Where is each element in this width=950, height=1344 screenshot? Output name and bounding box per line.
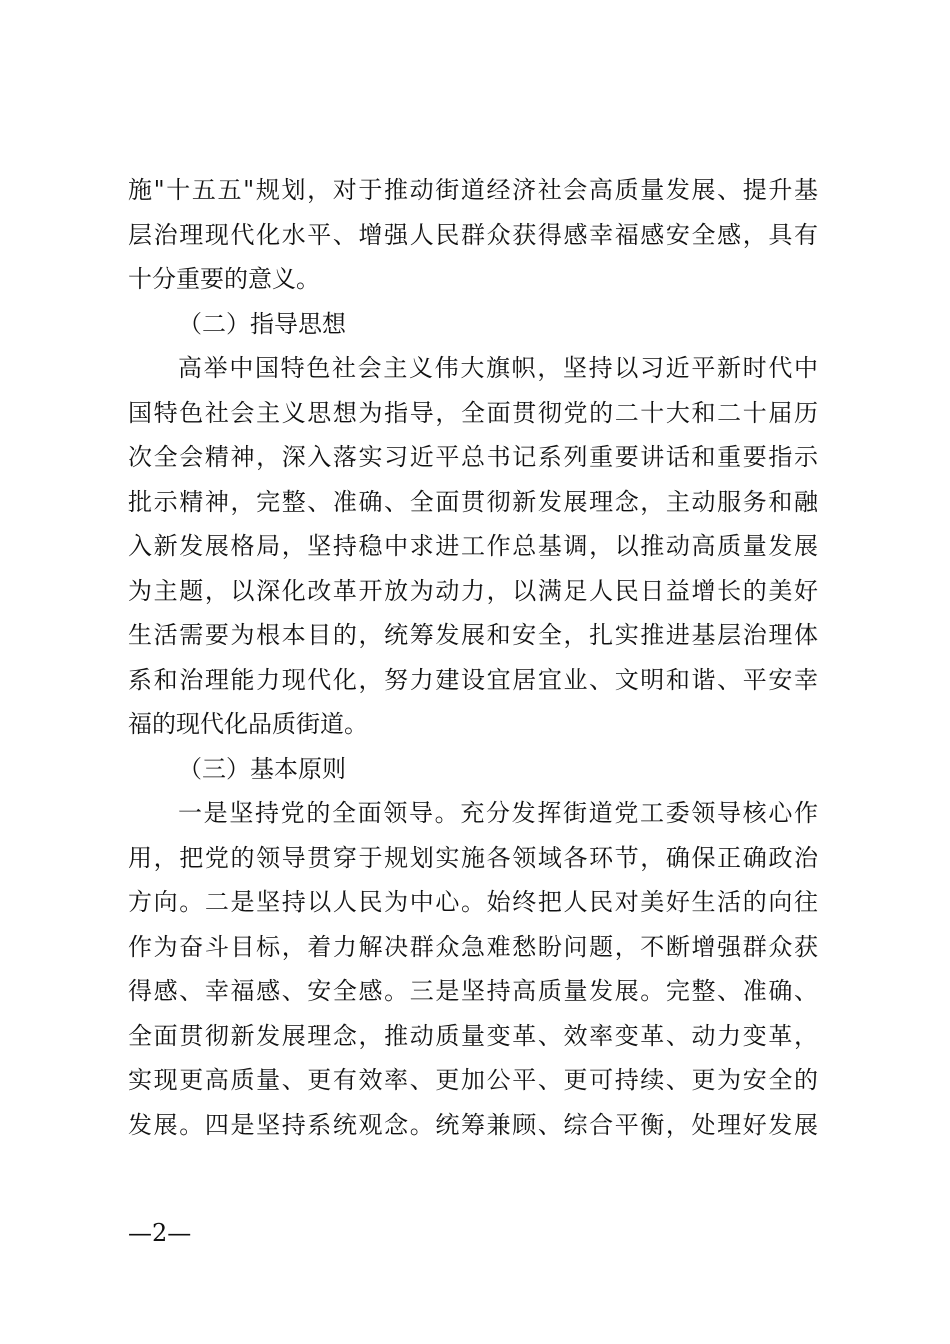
body-line-6: 国特色社会主义思想为指导，全面贯彻党的二十大和二十届历 <box>128 398 818 427</box>
body-line-16: 用，把党的领导贯穿于规划实施各领域各环节，确保正确政治 <box>128 843 818 872</box>
body-line-15: 一是坚持党的全面领导。充分发挥街道党工委领导核心作 <box>178 799 818 827</box>
body-line-11: 生活需要为根本目的，统筹发展和安全，扎实推进基层治理体 <box>128 621 818 649</box>
body-line-3: 十分重要的意义。 <box>128 265 320 293</box>
document-body <box>128 168 818 1147</box>
body-line-18: 作为奋斗目标，着力解决群众急难愁盼问题，不断增强群众获 <box>128 932 818 961</box>
body-line-10: 为主题，以深化改革开放为动力，以满足人民日益增长的美好 <box>128 576 818 605</box>
section-heading-guiding-ideology: （二）指导思想 <box>178 309 346 338</box>
page-number: —2— <box>128 1219 192 1247</box>
body-line-19: 得感、幸福感、安全感。三是坚持高质量发展。完整、准确、 <box>128 977 818 1005</box>
body-line-21: 实现更高质量、更有效率、更加公平、更可持续、更为安全的 <box>128 1066 818 1094</box>
body-line-12: 系和治理能力现代化，努力建设宜居宜业、文明和谐、平安幸 <box>128 665 818 694</box>
body-line-2: 层治理现代化水平、增强人民群众获得感幸福感安全感，具有 <box>128 220 818 249</box>
body-line-20: 全面贯彻新发展理念，推动质量变革、效率变革、动力变革， <box>128 1021 818 1050</box>
body-line-22: 发展。四是坚持系统观念。统筹兼顾、综合平衡，处理好发展 <box>128 1110 818 1139</box>
body-line-17: 方向。二是坚持以人民为中心。始终把人民对美好生活的向往 <box>128 888 818 916</box>
body-line-13: 福的现代化品质街道。 <box>128 710 368 738</box>
body-line-5: 高举中国特色社会主义伟大旗帜，坚持以习近平新时代中 <box>178 354 818 382</box>
body-line-7: 次全会精神，深入落实习近平总书记系列重要讲话和重要指示 <box>128 443 818 471</box>
section-heading-basic-principles: （三）基本原则 <box>178 754 346 783</box>
body-line-8: 批示精神，完整、准确、全面贯彻新发展理念，主动服务和融 <box>128 487 818 516</box>
body-line-1: 施"十五五"规划，对于推动街道经济社会高质量发展、提升基 <box>128 176 818 204</box>
body-line-9: 入新发展格局，坚持稳中求进工作总基调，以推动高质量发展 <box>128 532 818 560</box>
